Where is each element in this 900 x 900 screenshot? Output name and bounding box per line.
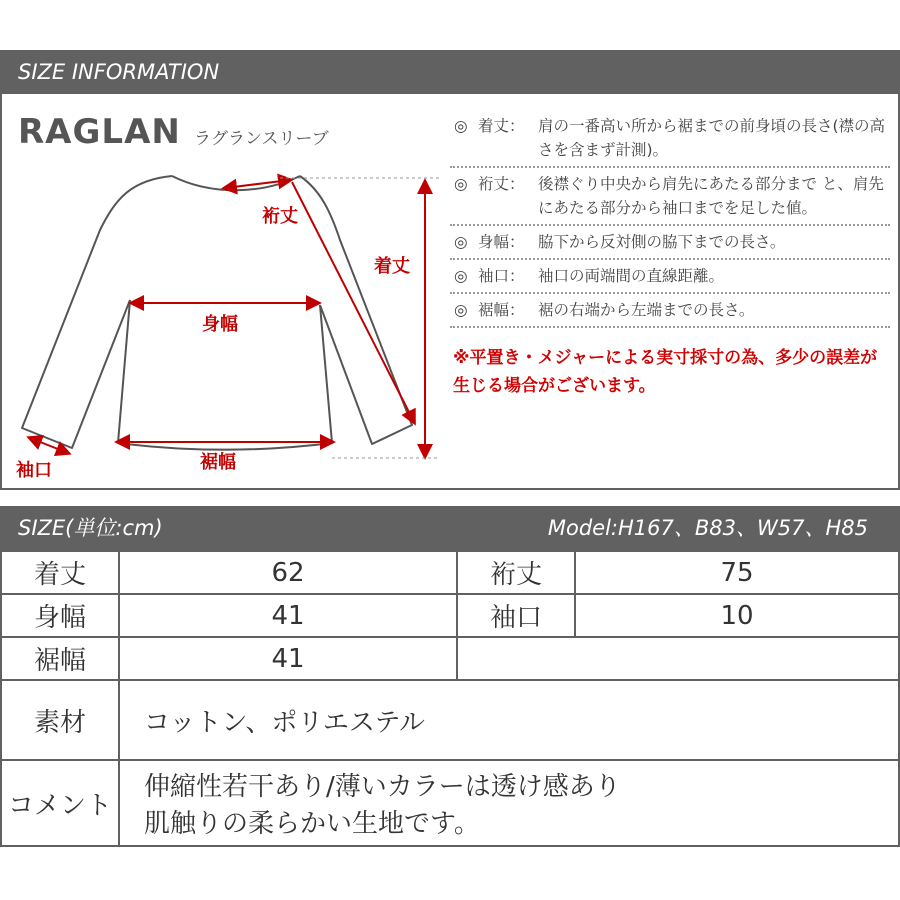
empty-cell (457, 637, 899, 680)
table-row (1, 760, 899, 846)
size-label: 裄丈 (457, 551, 575, 594)
table-row (1, 637, 899, 680)
definition-desc: 肩の一番高い所から裾までの前身頃の長さ(襟の高さを含まず計測)。 (538, 117, 886, 159)
garment-diagram (0, 160, 450, 490)
definition-item (450, 294, 890, 328)
size-label: 着丈 (1, 551, 119, 594)
measurement-note: ※平置き・メジャーによる実寸採寸の為、多少の誤差が生じる場合がございます。 (453, 348, 878, 396)
material-value: コットン、ポリエステル (119, 680, 899, 760)
bullet-icon: ◎ (454, 267, 468, 285)
definition-desc: 後襟ぐり中央から肩先にあたる部分まで と、肩先にあたる部分から袖口までを足した値。 (538, 175, 884, 217)
size-information-header (0, 50, 900, 94)
definition-term: 裾幅： (478, 301, 525, 319)
label-mihaba: 身幅 (202, 314, 238, 335)
label-yukitake: 裄丈 (262, 206, 298, 227)
comment-line: 肌触りの柔らかい生地です。 (144, 809, 480, 839)
size-value: 41 (119, 637, 457, 680)
definition-item (450, 226, 890, 260)
definition-desc: 裾の右端から左端までの長さ。 (538, 301, 755, 319)
comment-line: 伸縮性若干あり/薄いカラーは透け感あり (144, 772, 621, 802)
size-value: 10 (575, 594, 899, 637)
raglan-subtitle: ラグランスリーブ (194, 129, 329, 149)
definition-item (450, 168, 890, 226)
definition-item (450, 260, 890, 294)
comment-label: コメント (1, 760, 119, 846)
size-value: 41 (119, 594, 457, 637)
definition-term: 着丈： (478, 117, 525, 135)
table-row (1, 594, 899, 637)
bullet-icon: ◎ (454, 117, 468, 135)
table-row (1, 680, 899, 760)
raglan-title: RAGLAN (18, 112, 181, 152)
definition-term: 身幅： (478, 233, 525, 251)
table-row (1, 551, 899, 594)
size-value: 75 (575, 551, 899, 594)
label-sodeguchi: 袖口 (16, 460, 52, 481)
definition-term: 袖口： (478, 267, 525, 285)
definition-term: 裄丈： (478, 175, 525, 193)
size-unit-label: SIZE(単位:cm) (18, 516, 163, 540)
label-kitake: 着丈 (374, 256, 410, 277)
size-table-header (0, 506, 900, 550)
size-label: 身幅 (1, 594, 119, 637)
definition-item (450, 110, 890, 168)
size-information-title: SIZE INFORMATION (18, 60, 220, 84)
shirt-outline (22, 176, 412, 450)
material-label: 素材 (1, 680, 119, 760)
definitions-list (450, 110, 890, 328)
definition-desc: 袖口の両端間の直線距離。 (538, 267, 725, 285)
size-label: 裾幅 (1, 637, 119, 680)
comment-value (119, 760, 899, 846)
size-value: 62 (119, 551, 457, 594)
size-table (0, 550, 900, 847)
bullet-icon: ◎ (454, 175, 468, 193)
definition-desc: 脇下から反対側の脇下までの長さ。 (538, 233, 786, 251)
size-label: 袖口 (457, 594, 575, 637)
label-susohaba: 裾幅 (200, 452, 236, 473)
bullet-icon: ◎ (454, 233, 468, 251)
model-info: Model:H167、B83、W57、H85 (547, 516, 868, 540)
bullet-icon: ◎ (454, 301, 468, 319)
